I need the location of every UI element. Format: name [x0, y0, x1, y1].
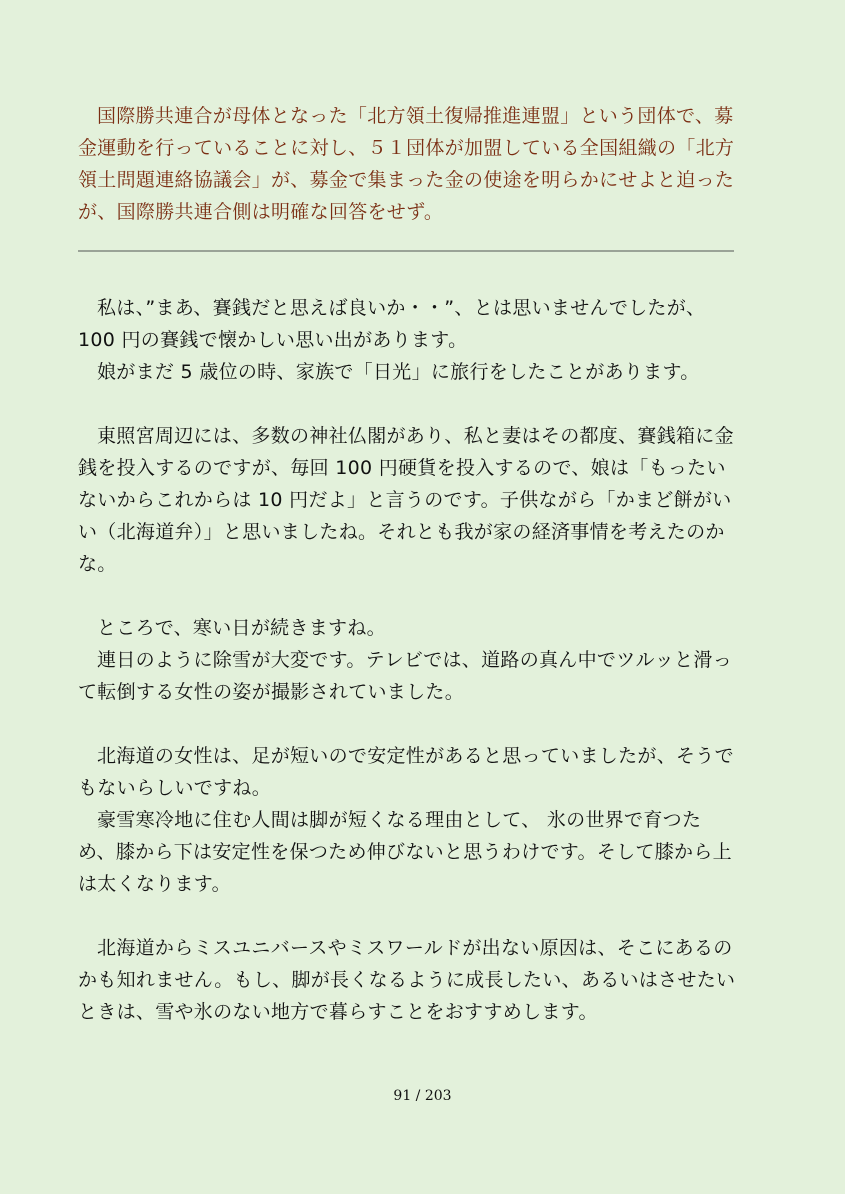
paragraph-gap: [78, 900, 738, 932]
horizontal-divider: [78, 250, 734, 252]
paragraph-hokkaido-women: 北海道の女性は、足が短いので安定性があると思っていましたが、そうでもないらしいですね。: [78, 745, 734, 799]
paragraph-miss-universe: 北海道からミスユニバースやミスワールドが出ない原因は、そこにあるのかも知れません。もし、脚が長くなるように成長したい、あるいはさせたいときは、雪や氷のない地方で暮らすことをおすすめします。: [78, 937, 736, 1023]
paragraph-nikko-trip: 娘がまだ 5 歳位の時、家族で「日光」に旅行をしたことがあります。: [97, 361, 700, 383]
paragraph-saisen: 私は、”まあ、賽銭だと思えば良いか・・”、とは思いませんでしたが、100 円の賽銭で懐かしい思い出があります。: [78, 297, 706, 351]
paragraph-gap: [78, 708, 738, 740]
article-body: [78, 292, 738, 1028]
paragraph-cold-days: ところで、寒い日が続きますね。: [97, 617, 386, 639]
page-number: 91 / 203: [393, 1088, 452, 1104]
paragraph-gap: [78, 580, 738, 612]
paragraph-snow-removal: 連日のように除雪が大変です。テレビでは、道路の真ん中でツルッと滑って転倒する女性の姿が撮影されていました。: [78, 649, 733, 703]
quote-paragraph: 国際勝共連合が母体となった「北方領土復帰推進連盟」という団体で、募金運動を行っていることに対し、５１団体が加盟している全国組織の「北方領土問題連絡協議会」が、募金で集まった金の使途を明らかにせよと迫ったが、国際勝共連合側は明確な回答をせず。: [78, 105, 735, 223]
quoted-excerpt: [78, 100, 738, 228]
paragraph-short-legs: 豪雪寒冷地に住む人間は脚が短くなる理由として、 氷の世界で育つため、膝から下は安定性を保つため伸びないと思うわけです。そして膝から上は太くなります。: [78, 809, 732, 895]
paragraph-toshogu: 東照宮周辺には、多数の神社仏閣があり、私と妻はその都度、賽銭箱に金銭を投入するのですが、毎回 100 円硬貨を投入するので、娘は「もったいないからこれからは 10 円だよ」と言うのです。子供ながら「かまど餅がいい（北海道弁）」と思いましたね。それとも我が家の経済事情を考えたのかな。: [78, 425, 734, 575]
paragraph-gap: [78, 388, 738, 420]
